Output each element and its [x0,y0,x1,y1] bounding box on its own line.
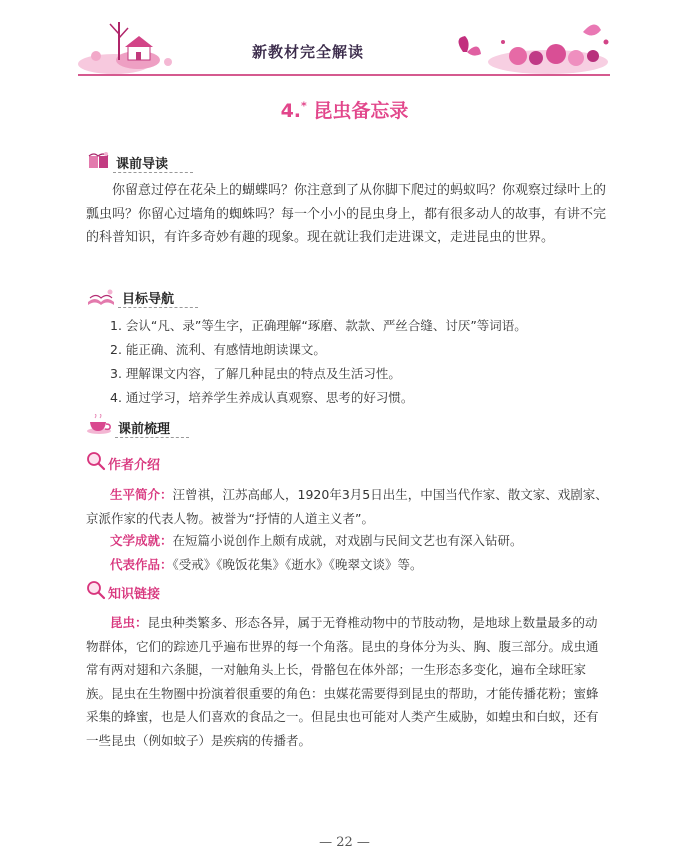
bio-label: 生平简介： [110,487,173,502]
works-label: 代表作品： [110,557,173,572]
banner-right-decoration [458,24,608,74]
objective-item: 4. 通过学习，培养学生养成认真观察、思考的好习惯。 [110,390,414,405]
book-icon [86,150,112,172]
section-underline [118,307,198,308]
achievement-text: 在短篇小说创作上颇有成就，对戏剧与民间文艺也有深入钻研。 [172,533,523,548]
banner-divider [78,74,610,76]
objective-item: 2. 能正确、流利、有感情地朗读课文。 [110,342,326,357]
magnifier-icon [86,580,106,600]
bio-text: 汪曾祺，江苏高邮人，1920年3月5日出生，中国当代作家、散文家、戏剧家、京派作家的代表人物。被誉为“抒情的人道主义者”。 [86,487,608,526]
preview-paragraph: 你留意过停在花朵上的蝴蝶吗？你注意到了从你脚下爬过的蚂蚁吗？你观察过绿叶上的瓢虫吗？你留心过墙角的蜘蛛吗？每一个小小的昆虫身上，都有很多动人的故事，有讲不完的科普知识，有许多奇妙有趣的现象。现在就让我们走进课文，走进昆虫的世界。 [86,183,607,245]
open-book-icon [86,286,116,308]
lesson-number: 4. [280,100,302,122]
objective-item: 3. 理解课文内容，了解几种昆虫的特点及生活习性。 [110,366,401,381]
insect-label: 昆虫： [110,615,148,630]
section-heading-preview: 课前导读 [116,157,169,172]
author-intro-heading: 作者介绍 [108,458,161,473]
page-number: — 22 — [319,835,370,850]
objectives-list [110,314,610,410]
lesson-title [0,96,689,123]
banner-left-decoration [78,22,172,74]
works-text: 《受戒》《晚饭花集》《逝水》《晚翠文谈》等。 [172,557,423,572]
teacup-icon [86,414,114,436]
section-heading-preclass: 课前梳理 [118,422,171,437]
objective-item: 1. 会认“凡、录”等生字，正确理解“琢磨、款款、严丝合缝、讨厌”等词语。 [110,318,527,333]
magnifier-icon [86,451,106,471]
achievement-label: 文学成就： [110,533,173,548]
section-heading-objectives: 目标导航 [122,292,175,307]
insect-knowledge [86,611,610,752]
banner-title: 新教材完全解读 [252,43,365,61]
lesson-star: * [301,99,307,113]
author-works [110,553,610,577]
lesson-name: 昆虫备忘录 [313,100,409,122]
section-underline [113,172,193,173]
insect-text: 昆虫种类繁多、形态各异，属于无脊椎动物中的节肢动物，是地球上数量最多的动物群体，它们的踪迹几乎遍布世界的每一个角落。昆虫的身体分为头、胸、腹三部分。成虫通常有两对翅和六条腿，一对触角头上长，骨骼包在体外部；一生形态多变化，遍布全球旺家族。昆虫在生物圈中扮演着很重要的角色：虫媒花需要得到昆虫的帮助，才能传播花粉；蜜蜂采集的蜂蜜，也是人们喜欢的食品之一。但昆虫也可能对人类产生威胁，如蝗虫和白蚁，还有一些昆虫（例如蚊子）是疾病的传播者。 [86,615,599,748]
author-bio [86,483,610,530]
knowledge-link-heading: 知识链接 [108,587,161,602]
author-achievement [110,529,610,553]
section-underline [115,437,189,438]
